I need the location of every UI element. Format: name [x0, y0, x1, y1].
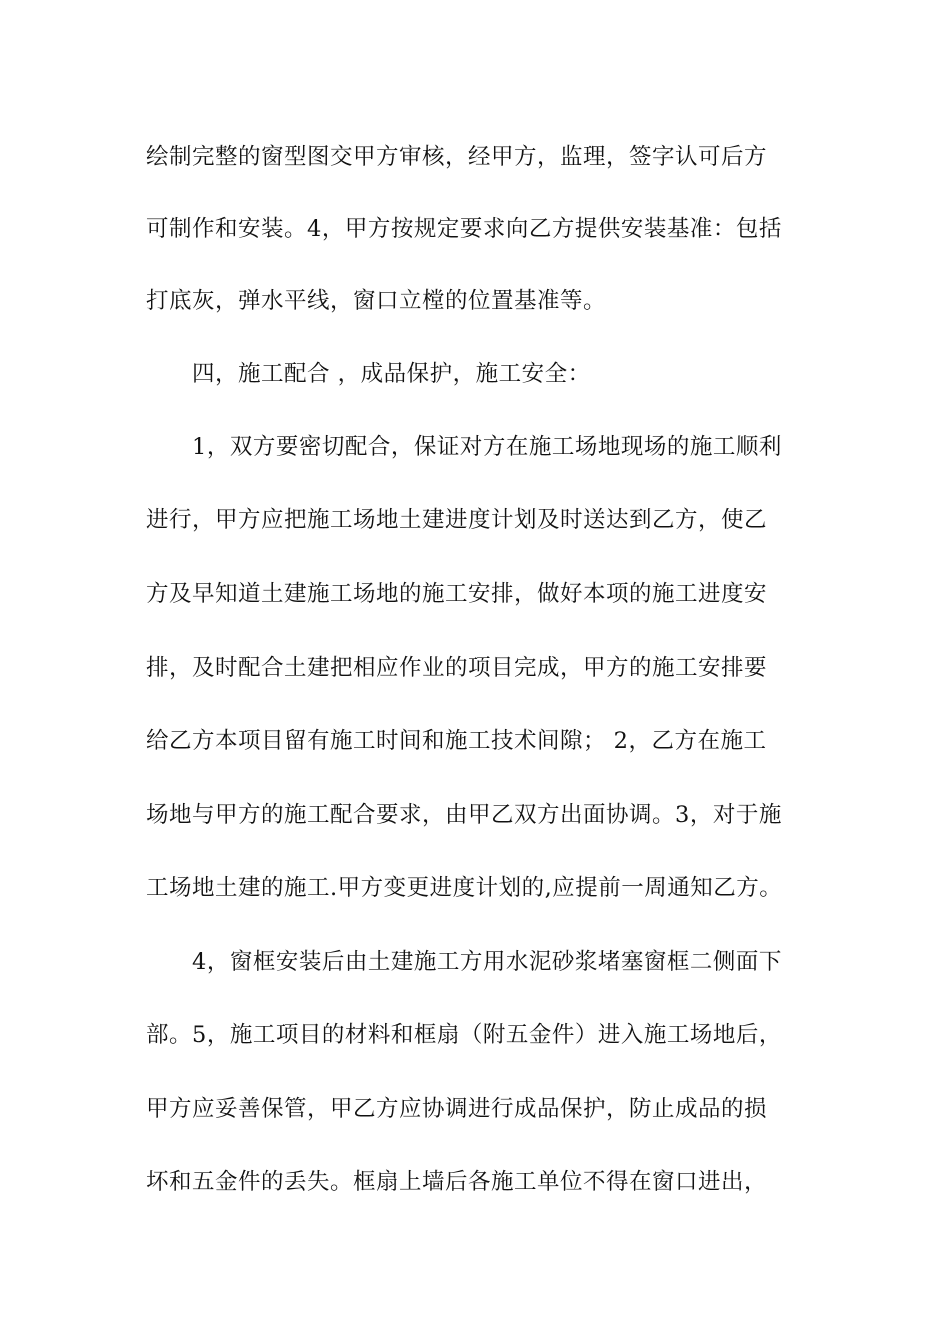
text-line-6: 进行，甲方应把施工场地土建进度计划及时送达到乙方，使乙	[146, 507, 768, 533]
text-line-1: 绘制完整的窗型图交甲方审核，经甲方，监理，签字认可后方	[146, 144, 768, 170]
section-heading: 四，施工配合 ，成品保护，施工安全：	[192, 361, 591, 387]
text-line-10: 场地与甲方的施工配合要求，由甲乙双方出面协调。3，对于施	[146, 802, 782, 828]
text-line-3: 打底灰，弹水平线，窗口立樘的位置基准等。	[146, 288, 607, 314]
text-line-13: 部。5，施工项目的材料和框扇（附五金件）进入施工场地后，	[146, 1022, 782, 1048]
text-line-8: 排，及时配合土建把相应作业的项目完成，甲方的施工安排要	[146, 655, 768, 681]
text-line-9: 给乙方本项目留有施工时间和施工技术间隙； 2，乙方在施工	[146, 728, 767, 754]
text-line-12: 4，窗框安装后由土建施工方用水泥砂浆堵塞窗框二侧面下	[192, 949, 782, 975]
text-line-15: 坏和五金件的丢失。框扇上墙后各施工单位不得在窗口进出，	[146, 1169, 768, 1195]
text-line-7: 方及早知道土建施工场地的施工安排，做好本项的施工进度安	[146, 581, 768, 607]
text-line-11: 工场地土建的施工.甲方变更进度计划的,应提前一周通知乙方。	[146, 875, 783, 901]
text-line-5: 1，双方要密切配合，保证对方在施工场地现场的施工顺利	[192, 434, 782, 460]
text-line-2: 可制作和安装。4，甲方按规定要求向乙方提供安装基准：包括	[146, 216, 782, 242]
text-line-14: 甲方应妥善保管，甲乙方应协调进行成品保护，防止成品的损	[146, 1096, 768, 1122]
